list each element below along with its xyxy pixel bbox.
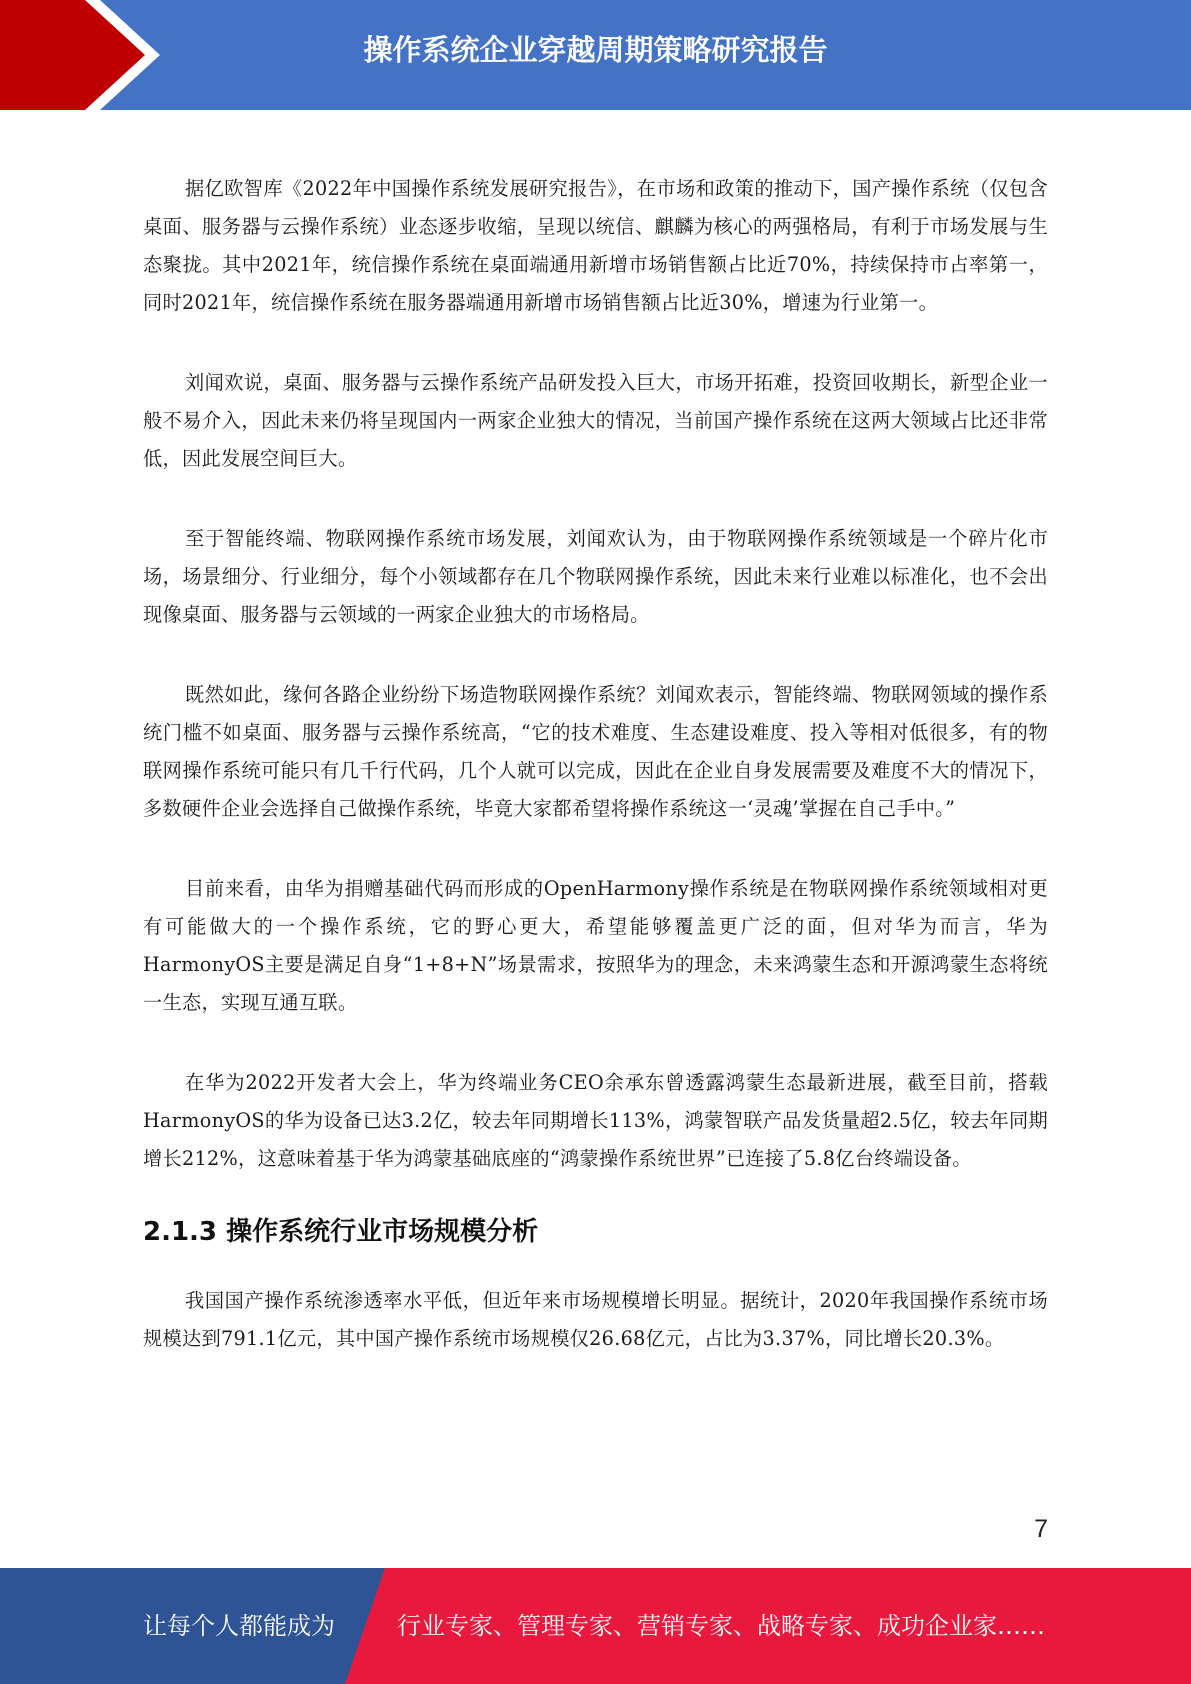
paragraph-5: 目前来看，由华为捐赠基础代码而形成的OpenHarmony操作系统是在物联网操作系统领域相对更有可能做大的一个操作系统，它的野心更大，希望能够覆盖更广泛的面，但对华为而言，华为HarmonyOS主要是满足自身“1+8+N”场景需求，按照华为的理念，未来鸿蒙生态和开源鸿蒙生态将统一生态，实现互通互联。 bbox=[143, 877, 1048, 1014]
paragraph-6: 在华为2022开发者大会上，华为终端业务CEO余承东曾透露鸿蒙生态最新进展，截至目前，搭载HarmonyOS的华为设备已达3.2亿，较去年同期增长113%，鸿蒙智联产品发货量超2.5亿，较去年同期增长212%，这意味着基于华为鸿蒙基础底座的“鸿蒙操作系统世界”已连接了5.8亿台终端设备。 bbox=[143, 1071, 1048, 1170]
section-heading: 2.1.3 操作系统行业市场规模分析 bbox=[143, 1217, 539, 1247]
paragraph-1: 据亿欧智库《2022年中国操作系统发展研究报告》，在市场和政策的推动下，国产操作系统（仅包含桌面、服务器与云操作系统）业态逐步收缩，呈现以统信、麒麟为核心的两强格局，有利于市场发展与生态聚拢。其中2021年，统信操作系统在桌面端通用新增市场销售额占比近70%，持续保持市占率第一，同时2021年，统信操作系统在服务器端通用新增市场销售额占比近30%，增速为行业第一。 bbox=[143, 177, 1048, 314]
section-paragraph: 我国国产操作系统渗透率水平低，但近年来市场规模增长明显。据统计，2020年我国操作系统市场规模达到791.1亿元，其中国产操作系统市场规模仅26.68亿元，占比为3.37%，同比增长20.3%。 bbox=[143, 1289, 1048, 1350]
footer-slogan-left: 让每个人都能成为 bbox=[143, 1612, 335, 1640]
main-content bbox=[143, 170, 1048, 1358]
page-footer bbox=[0, 1568, 1191, 1684]
page-number: 7 bbox=[1034, 1515, 1048, 1543]
paragraph-4: 既然如此，缘何各路企业纷纷下场造物联网操作系统？刘闻欢表示，智能终端、物联网领域的操作系统门槛不如桌面、服务器与云操作系统高，“它的技术难度、生态建设难度、投入等相对低很多，有的物联网操作系统可能只有几千行代码，几个人就可以完成，因此在企业自身发展需要及难度不大的情况下，多数硬件企业会选择自己做操作系统，毕竟大家都希望将操作系统这一‘灵魂’掌握在自己手中。” bbox=[143, 683, 1048, 820]
page-header bbox=[0, 0, 1191, 110]
paragraph-3: 至于智能终端、物联网操作系统市场发展，刘闻欢认为，由于物联网操作系统领域是一个碎片化市场，场景细分、行业细分，每个小领域都存在几个物联网操作系统，因此未来行业难以标准化，也不会出现像桌面、服务器与云领域的一两家企业独大的市场格局。 bbox=[143, 527, 1048, 626]
footer-slogan-right: 行业专家、管理专家、营销专家、战略专家、成功企业家…… bbox=[397, 1612, 1045, 1640]
paragraph-2: 刘闻欢说，桌面、服务器与云操作系统产品研发投入巨大，市场开拓难，投资回收期长，新型企业一般不易介入，因此未来仍将呈现国内一两家企业独大的情况，当前国产操作系统在这两大领域占比还非常低，因此发展空间巨大。 bbox=[143, 371, 1048, 470]
report-title: 操作系统企业穿越周期策略研究报告 bbox=[363, 33, 828, 67]
